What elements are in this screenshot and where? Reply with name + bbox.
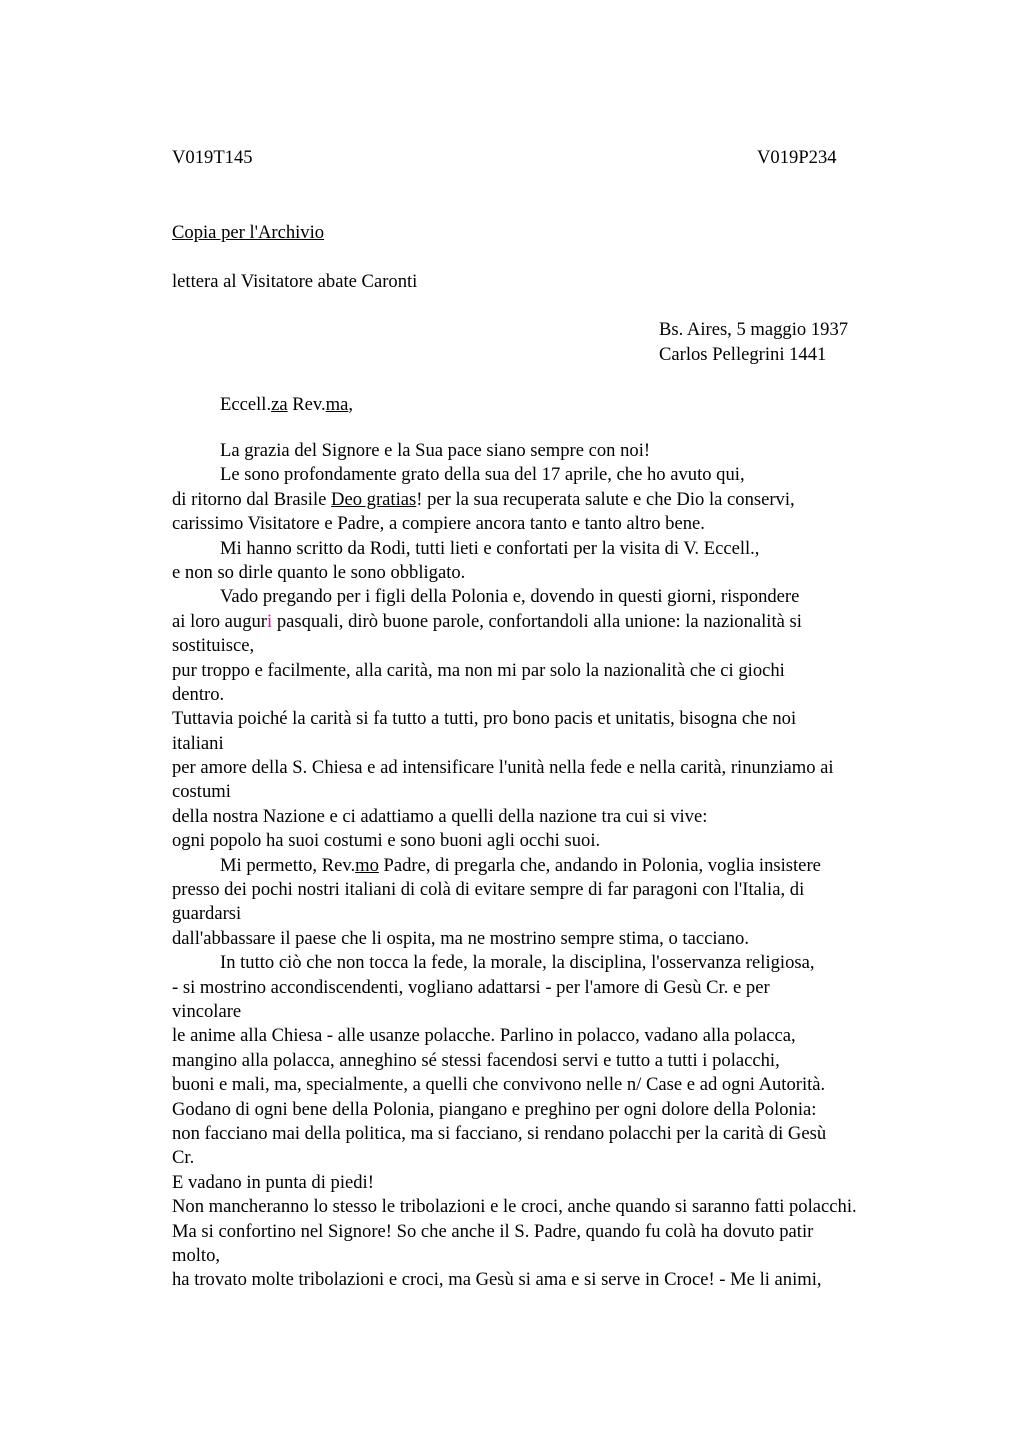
body-line: dentro. xyxy=(172,683,225,705)
body-line: Mi hanno scritto da Rodi, tutti lieti e confortati per la visita di V. Eccell., xyxy=(220,537,760,559)
salutation xyxy=(220,393,353,417)
body-line: per amore della S. Chiesa e ad intensificare l'unità nella fede e nella carità, rinunziamo ai xyxy=(172,757,834,779)
body-line: Vado pregando per i figli della Polonia e, dovendo in questi giorni, rispondere xyxy=(220,586,800,608)
line-part: pasquali, dirò buone parole, confortandoli alla unione: la nazionalità si xyxy=(272,610,802,632)
place-date: Bs. Aires, 5 maggio 1937 xyxy=(659,319,849,340)
body-line: vincolare xyxy=(172,1000,242,1022)
body-line: Godano di ogni bene della Polonia, piangano e preghino per ogni dolore della Polonia: xyxy=(172,1098,817,1120)
archive-note: Copia per l'Archivio xyxy=(172,222,325,243)
letter-body xyxy=(172,439,942,1293)
body-line: presso dei pochi nostri italiani di colà di evitare sempre di far paragoni con l'Italia, di xyxy=(172,879,805,901)
body-line: La grazia del Signore e la Sua pace siano sempre con noi! xyxy=(220,440,651,461)
line-part: ! per la sua recuperata salute e che Dio la conservi, xyxy=(416,488,795,510)
body-line: molto, xyxy=(172,1244,221,1266)
body-line: non facciano mai della politica, ma si facciano, si rendano polacchi per la carità di Gesù xyxy=(172,1122,827,1144)
body-line: e non so dirle quanto le sono obbligato. xyxy=(172,561,466,583)
letter-subject: lettera al Visitatore abate Caronti xyxy=(172,271,418,292)
body-line: - si mostrino accondiscendenti, vogliano adattarsi - per l'amore di Gesù Cr. e per xyxy=(172,976,770,998)
salutation-abbrev: za xyxy=(271,394,288,415)
body-line: Non mancheranno lo stesso le tribolazioni e le croci, anche quando si saranno fatti polacchi. xyxy=(172,1196,857,1218)
body-line: E vadano in punta di piedi! xyxy=(172,1171,374,1193)
body-line: guardarsi xyxy=(172,903,242,925)
line-part: Padre, di pregarla che, andando in Polonia, voglia insistere xyxy=(378,854,821,876)
latin-phrase: Deo gratias xyxy=(331,488,417,510)
salutation-part: Rev. xyxy=(287,394,326,415)
salutation-part: Eccell. xyxy=(220,394,272,415)
header-right-code: V019P234 xyxy=(757,147,837,168)
body-line: In tutto ciò che non tocca la fede, la morale, la disciplina, l'osservanza religiosa, xyxy=(220,952,815,974)
sender-address: Carlos Pellegrini 1441 xyxy=(659,344,827,365)
body-line: Le sono profondamente grato della sua del 17 aprile, che ho avuto qui, xyxy=(220,464,745,486)
salutation-part: , xyxy=(348,394,354,415)
line-part: ai loro augur xyxy=(172,610,268,632)
body-line: sostituisce, xyxy=(172,635,255,657)
line-part: Mi permetto, Rev. xyxy=(220,854,356,876)
body-line: della nostra Nazione e ci adattiamo a quelli della nazione tra cui si vive: xyxy=(172,805,708,827)
body-line: ha trovato molte tribolazioni e croci, ma Gesù si ama e si serve in Croce! - Me li animi, xyxy=(172,1269,822,1291)
abbrev-suffix: mo xyxy=(355,854,379,876)
body-line: Ma si confortino nel Signore! So che anche il S. Padre, quando fu colà ha dovuto patir xyxy=(172,1220,814,1242)
body-line: italiani xyxy=(172,732,224,754)
body-line: Cr. xyxy=(172,1147,195,1169)
body-line: mangino alla polacca, anneghino sé stessi facendosi servi e tutto a tutti i polacchi, xyxy=(172,1049,780,1071)
salutation-abbrev: ma xyxy=(325,394,349,415)
header-left-code: V019T145 xyxy=(172,147,253,168)
body-line: buoni e mali, ma, specialmente, a quelli che convivono nelle n/ Case e ad ogni Autorità. xyxy=(172,1074,826,1096)
body-line xyxy=(172,854,942,878)
body-line: Tuttavia poiché la carità si fa tutto a tutti, pro bono pacis et unitatis, bisogna che noi xyxy=(172,708,797,730)
body-line: carissimo Visitatore e Padre, a compiere ancora tanto e tanto altro bene. xyxy=(172,513,705,535)
highlighted-letter: i xyxy=(267,610,273,632)
body-line: dall'abbassare il paese che li ospita, ma ne mostrino sempre stima, o tacciano. xyxy=(172,927,749,949)
body-line xyxy=(172,610,942,634)
body-line: le anime alla Chiesa - alle usanze polacche. Parlino in polacco, vadano alla polacca, xyxy=(172,1025,796,1047)
body-line: pur troppo e facilmente, alla carità, ma non mi par solo la nazionalità che ci giochi xyxy=(172,659,785,681)
line-part: di ritorno dal Brasile xyxy=(172,488,332,510)
body-line xyxy=(172,488,942,512)
body-line: costumi xyxy=(172,781,231,803)
body-line: ogni popolo ha suoi costumi e sono buoni agli occhi suoi. xyxy=(172,830,601,852)
